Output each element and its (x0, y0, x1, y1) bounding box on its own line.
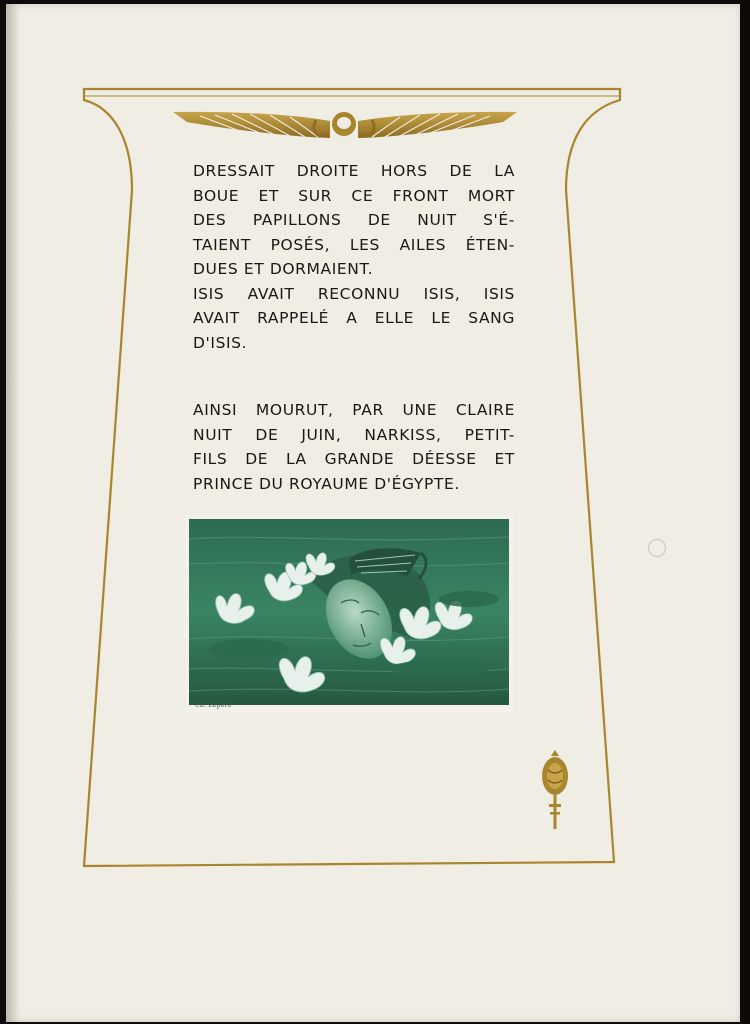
text-line: PRINCE DU ROYAUME D'ÉGYPTE. (193, 474, 460, 493)
text-line: FILS DE LA GRANDE DÉESSE ET (193, 450, 515, 468)
text-line: ISIS AVAIT RECONNU ISIS, ISIS (193, 284, 515, 303)
text-line: BOUE ET SUR CE FRONT MORT (193, 186, 515, 205)
text-line: NUIT DE JUIN, NARKISS, PETIT- (193, 425, 515, 444)
water-lily-etching (189, 519, 509, 705)
winged-sun-disk-icon (173, 112, 517, 138)
paragraph-2 (193, 398, 515, 496)
text-line: DUES ET DORMAIENT. (193, 260, 374, 278)
text-line: DRESSAIT DROITE HORS DE LA (193, 162, 515, 180)
text-line: AVAIT RAPPELÉ A ELLE LE SANG (193, 309, 515, 327)
paragraph-1 (193, 159, 515, 355)
text-line: AINSI MOURUT, PAR UNE CLAIRE (193, 401, 515, 419)
page-hole (648, 539, 666, 557)
text-line: DES PAPILLONS DE NUIT S'É- (193, 211, 515, 229)
artist-signature: Ch. Lepère (195, 702, 232, 709)
gold-scarab-pin-icon (540, 748, 570, 834)
text-line: D'ISIS. (193, 333, 248, 352)
illustration-drowned-head (185, 515, 513, 713)
text-line: TAIENT POSÉS, LES AILES ÉTEN- (193, 235, 515, 254)
